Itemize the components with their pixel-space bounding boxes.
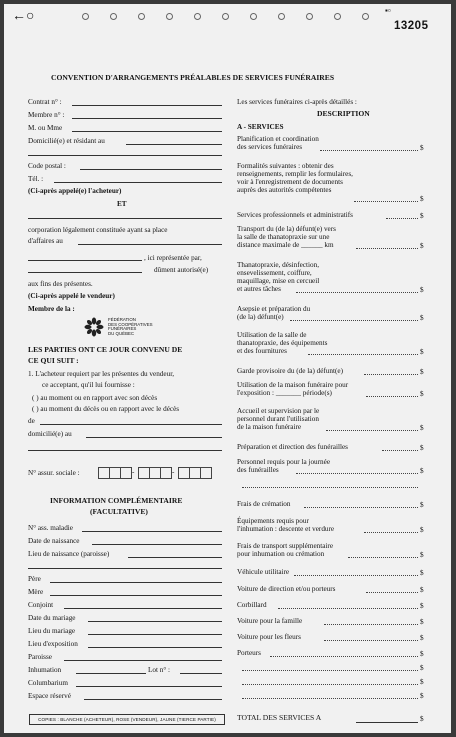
punch-hole bbox=[362, 13, 369, 20]
service-preparation: Préparation et direction des funérailles bbox=[237, 443, 348, 451]
service-equipements-amount[interactable] bbox=[364, 532, 418, 533]
nom-field[interactable] bbox=[72, 131, 222, 132]
corner-mark: ←○ bbox=[12, 9, 35, 24]
corp-text-1: corporation légalement constituée ayant sa place bbox=[28, 226, 168, 234]
service-personnel-amount[interactable] bbox=[296, 473, 418, 474]
info-title: INFORMATION COMPLÉMENTAIRE bbox=[50, 496, 183, 505]
membre-label: Membre n° : bbox=[28, 111, 65, 119]
service-garde: Garde provisoire du (de la) défunt(e) bbox=[237, 367, 343, 375]
dollar-sign: $ bbox=[420, 586, 424, 594]
dollar-sign: $ bbox=[420, 678, 424, 686]
info-label-date-mariage: Date du mariage bbox=[28, 614, 76, 622]
dollar-sign: $ bbox=[420, 348, 424, 356]
punch-hole bbox=[222, 13, 229, 20]
info-label-conjoint: Conjoint bbox=[28, 601, 54, 609]
form-title: CONVENTION D'ARRANGEMENTS PRÉALABLES DE SERVICES FUNÉRAIRES bbox=[51, 73, 335, 82]
corner-squares: ▪▫ bbox=[385, 6, 391, 15]
espace-reserve-field[interactable] bbox=[84, 699, 222, 700]
de-label: de bbox=[28, 417, 35, 425]
copies-note: COPIES : BLANCHE (ACHETEUR), ROSE (VENDEUR), JAUNE (TIERCE PARTIE) bbox=[29, 714, 225, 725]
service-thanatopraxie-amount[interactable] bbox=[296, 292, 418, 293]
defunt-domicile-field[interactable] bbox=[86, 437, 222, 438]
service-preparation-amount[interactable] bbox=[382, 450, 418, 451]
service-transport-supp-amount[interactable] bbox=[348, 557, 418, 558]
info-label-espace-reserve: Espace réservé bbox=[28, 692, 71, 700]
dollar-sign: $ bbox=[420, 195, 424, 203]
defunt-domicile-field-2[interactable] bbox=[28, 450, 222, 451]
service-voiture-fleurs-amount[interactable] bbox=[324, 640, 418, 641]
info-label-lieu-exposition: Lieu d'exposition bbox=[28, 640, 78, 648]
extra-service-line[interactable] bbox=[242, 670, 418, 671]
dollar-sign: $ bbox=[420, 242, 424, 250]
dollar-sign: $ bbox=[420, 286, 424, 294]
place-affaires-field[interactable] bbox=[78, 244, 222, 245]
date-mariage-field[interactable] bbox=[88, 621, 222, 622]
parties-heading-1: LES PARTIES ONT CE JOUR CONVENU DE bbox=[28, 345, 183, 354]
dollar-sign: $ bbox=[420, 715, 424, 723]
sin-digit-box[interactable] bbox=[120, 467, 135, 479]
punch-hole bbox=[334, 13, 341, 20]
punch-hole bbox=[306, 13, 313, 20]
inhumation-field[interactable] bbox=[76, 673, 146, 674]
info-label-lieu-mariage: Lieu du mariage bbox=[28, 627, 76, 635]
service-asepsie: Asepsie et préparation du (de la) défunt(e) bbox=[237, 305, 311, 321]
sin-separator: - bbox=[172, 468, 175, 476]
punch-hole bbox=[166, 13, 173, 20]
service-professionnels: Services professionnels et administratifs bbox=[237, 211, 353, 219]
service-professionnels-amount[interactable] bbox=[386, 218, 418, 219]
service-cremation-amount[interactable] bbox=[304, 507, 418, 508]
paroisse-field[interactable] bbox=[64, 660, 222, 661]
doc-number: 13205 bbox=[394, 20, 429, 32]
service-personnel: Personnel requis pour la journée des funérailles bbox=[237, 458, 331, 474]
dollar-sign: $ bbox=[420, 602, 424, 610]
contract-form-page bbox=[4, 4, 451, 733]
sin-digit-box[interactable] bbox=[160, 467, 175, 479]
info-label-date-naissance: Date de naissance bbox=[28, 537, 80, 545]
service-porteurs: Porteurs bbox=[237, 649, 261, 657]
service-vehicule: Véhicule utilitaire bbox=[237, 568, 290, 576]
et-label: ET bbox=[117, 200, 127, 208]
punch-hole bbox=[110, 13, 117, 20]
service-salle-thanatopraxie: Utilisation de la salle de thanatopraxie, des équipements et des fournitures bbox=[237, 331, 328, 355]
option-other-death[interactable]: ( ) au moment du décès ou en rapport avec le décès bbox=[32, 405, 180, 413]
pere-field[interactable] bbox=[50, 582, 222, 583]
dollar-sign: $ bbox=[420, 650, 424, 658]
info-label-inhumation: Inhumation bbox=[28, 666, 62, 674]
service-transport-amount[interactable] bbox=[356, 248, 418, 249]
columbarium-field[interactable] bbox=[76, 686, 222, 687]
vendeur-note: (Ci-après appelé le vendeur) bbox=[28, 292, 115, 300]
vendeur-name-field[interactable] bbox=[28, 218, 222, 219]
parties-heading-2: CE QUI SUIT : bbox=[28, 356, 79, 365]
service-cremation: Frais de crémation bbox=[237, 500, 291, 508]
dollar-sign: $ bbox=[420, 551, 424, 559]
service-maison-amount[interactable] bbox=[366, 396, 418, 397]
service-planification: Planification et coordination des services funéraires bbox=[237, 135, 319, 151]
service-accueil-amount[interactable] bbox=[326, 430, 418, 431]
punch-hole bbox=[138, 13, 145, 20]
form-header bbox=[4, 4, 451, 32]
service-formalites-amount[interactable] bbox=[354, 201, 418, 202]
dollar-sign: $ bbox=[420, 501, 424, 509]
service-corbillard-amount[interactable] bbox=[278, 608, 418, 609]
domicile-label: Domicilié(e) et résidant au bbox=[28, 137, 105, 145]
extra-service-line[interactable] bbox=[242, 684, 418, 685]
corp-text-3: , ici représentée par, bbox=[144, 254, 202, 262]
service-corbillard: Corbillard bbox=[237, 601, 267, 609]
service-voiture-direction-amount[interactable] bbox=[366, 592, 418, 593]
ass-maladie-field[interactable] bbox=[82, 531, 222, 532]
dollar-sign: $ bbox=[420, 444, 424, 452]
dollar-sign: $ bbox=[420, 212, 424, 220]
place-affaires-field-2[interactable] bbox=[28, 260, 142, 261]
sin-digit-box[interactable] bbox=[200, 467, 212, 479]
info-label-ass-maladie: N° ass. maladie bbox=[28, 524, 73, 532]
mere-field[interactable] bbox=[50, 595, 222, 596]
dollar-sign: $ bbox=[420, 618, 424, 626]
dollar-sign: $ bbox=[420, 314, 424, 322]
dollar-sign: $ bbox=[420, 569, 424, 577]
lieu-mariage-field[interactable] bbox=[88, 634, 222, 635]
code-postal-label: Code postal : bbox=[28, 162, 66, 170]
representant-field[interactable] bbox=[28, 272, 142, 273]
corp-text-2: d'affaires au bbox=[28, 237, 63, 245]
service-thanatopraxie: Thanatopraxie, désinfection, ensevelissement, coiffure, maquillage, mise en cercueil et autres tâches bbox=[237, 261, 320, 293]
lieu-naissance-field-2[interactable] bbox=[28, 568, 222, 569]
dollar-sign: $ bbox=[420, 664, 424, 672]
total-services-field[interactable] bbox=[356, 722, 418, 723]
dollar-sign: $ bbox=[420, 424, 424, 432]
conjoint-field[interactable] bbox=[64, 608, 222, 609]
contrat-field[interactable] bbox=[72, 105, 222, 106]
service-accueil: Accueil et supervision par le personnel durant l'utilisation de la maison funéraire bbox=[237, 407, 320, 431]
tel-label: Tél. : bbox=[28, 175, 44, 183]
service-voiture-fleurs: Voiture pour les fleurs bbox=[237, 633, 301, 641]
service-blank-line[interactable] bbox=[242, 487, 418, 488]
option-own-death[interactable]: ( ) au moment ou en rapport avec son décès bbox=[32, 394, 158, 402]
info-label-lieu-naissance: Lieu de naissance (paroisse) bbox=[28, 550, 110, 558]
acheteur-note: (Ci-après appelé(e) l'acheteur) bbox=[28, 187, 122, 195]
info-label-mere: Mère bbox=[28, 588, 44, 596]
dollar-sign: $ bbox=[420, 390, 424, 398]
clause-1a: 1. L'acheteur requiert par les présentes du vendeur, bbox=[28, 370, 175, 378]
federation-logo-icon bbox=[84, 317, 104, 337]
service-voiture-direction: Voiture de direction et/ou porteurs bbox=[237, 585, 336, 593]
info-label-paroisse: Paroisse bbox=[28, 653, 52, 661]
domicile-field[interactable] bbox=[126, 144, 222, 145]
service-vehicule-amount[interactable] bbox=[294, 575, 418, 576]
corp-text-4: dûment autorisé(e) bbox=[154, 266, 209, 274]
extra-service-line[interactable] bbox=[242, 698, 418, 699]
service-equipements: Équipements requis pour l'inhumation : descente et verdure bbox=[237, 517, 335, 533]
services-intro: Les services funéraires ci-après détaillés : bbox=[237, 98, 357, 106]
dollar-sign: $ bbox=[420, 634, 424, 642]
domicile2-label: domicilié(e) au bbox=[28, 430, 72, 438]
lot-label: Lot n° : bbox=[148, 666, 171, 674]
service-porteurs-amount[interactable] bbox=[270, 656, 418, 657]
assur-sociale-label: N° assur. sociale : bbox=[28, 469, 80, 477]
punch-hole bbox=[82, 13, 89, 20]
service-transport-supp: Frais de transport supplémentaire pour inhumation ou crémation bbox=[237, 542, 334, 558]
lieu-exposition-field[interactable] bbox=[88, 647, 222, 648]
total-services-label: TOTAL DES SERVICES A bbox=[237, 713, 322, 722]
section-a-heading: A - SERVICES bbox=[237, 123, 284, 131]
service-transport: Transport du (de la) défunt(e) vers la salle de thanatopraxie sur une distance maximale de ______ km bbox=[237, 225, 336, 249]
punch-hole bbox=[194, 13, 201, 20]
membre-de-label: Membre de la : bbox=[28, 305, 75, 313]
info-label-pere: Père bbox=[28, 575, 41, 583]
dollar-sign: $ bbox=[420, 368, 424, 376]
service-salle-amount[interactable] bbox=[308, 354, 418, 355]
tel-field[interactable] bbox=[54, 182, 222, 183]
info-label-columbarium: Columbarium bbox=[28, 679, 68, 687]
service-formalites: Formalités suivantes : obtenir des renseignements, remplir les formulaires, voir à l'enregistrement de documents auprès des autorités compétentes bbox=[237, 162, 353, 194]
lot-field[interactable] bbox=[180, 673, 222, 674]
service-voiture-famille: Voiture pour la famille bbox=[237, 617, 303, 625]
info-subtitle: (FACULTATIVE) bbox=[90, 507, 148, 516]
membre-field[interactable] bbox=[72, 118, 222, 119]
service-garde-amount[interactable] bbox=[364, 374, 418, 375]
punch-hole bbox=[250, 13, 257, 20]
dollar-sign: $ bbox=[420, 467, 424, 475]
service-voiture-famille-amount[interactable] bbox=[324, 624, 418, 625]
clause-1b: ce acceptant, qu'il lui fournisse : bbox=[42, 381, 135, 389]
corp-text-5: aux fins des présentes. bbox=[28, 280, 93, 288]
code-postal-field[interactable] bbox=[80, 169, 222, 170]
civilite-label: M. ou Mme bbox=[28, 124, 63, 132]
federation-name: FÉDÉRATION DES COOPÉRATIVES FUNÉRAIRES DU QUÉBEC bbox=[108, 317, 153, 336]
sin-separator: - bbox=[132, 468, 135, 476]
service-maison-funeraire: Utilisation de la maison funéraire pour l'exposition : _______ période(s) bbox=[237, 381, 349, 397]
dollar-sign: $ bbox=[420, 692, 424, 700]
punch-hole bbox=[278, 13, 285, 20]
defunt-name-field[interactable] bbox=[40, 424, 222, 425]
service-planification-amount[interactable] bbox=[320, 150, 418, 151]
domicile-field-2[interactable] bbox=[28, 155, 222, 156]
contrat-label: Contrat n° : bbox=[28, 98, 62, 106]
lieu-naissance-field[interactable] bbox=[128, 557, 222, 558]
service-asepsie-amount[interactable] bbox=[290, 320, 418, 321]
date-naissance-field[interactable] bbox=[92, 544, 222, 545]
dollar-sign: $ bbox=[420, 144, 424, 152]
dollar-sign: $ bbox=[420, 526, 424, 534]
description-heading: DESCRIPTION bbox=[317, 109, 370, 118]
